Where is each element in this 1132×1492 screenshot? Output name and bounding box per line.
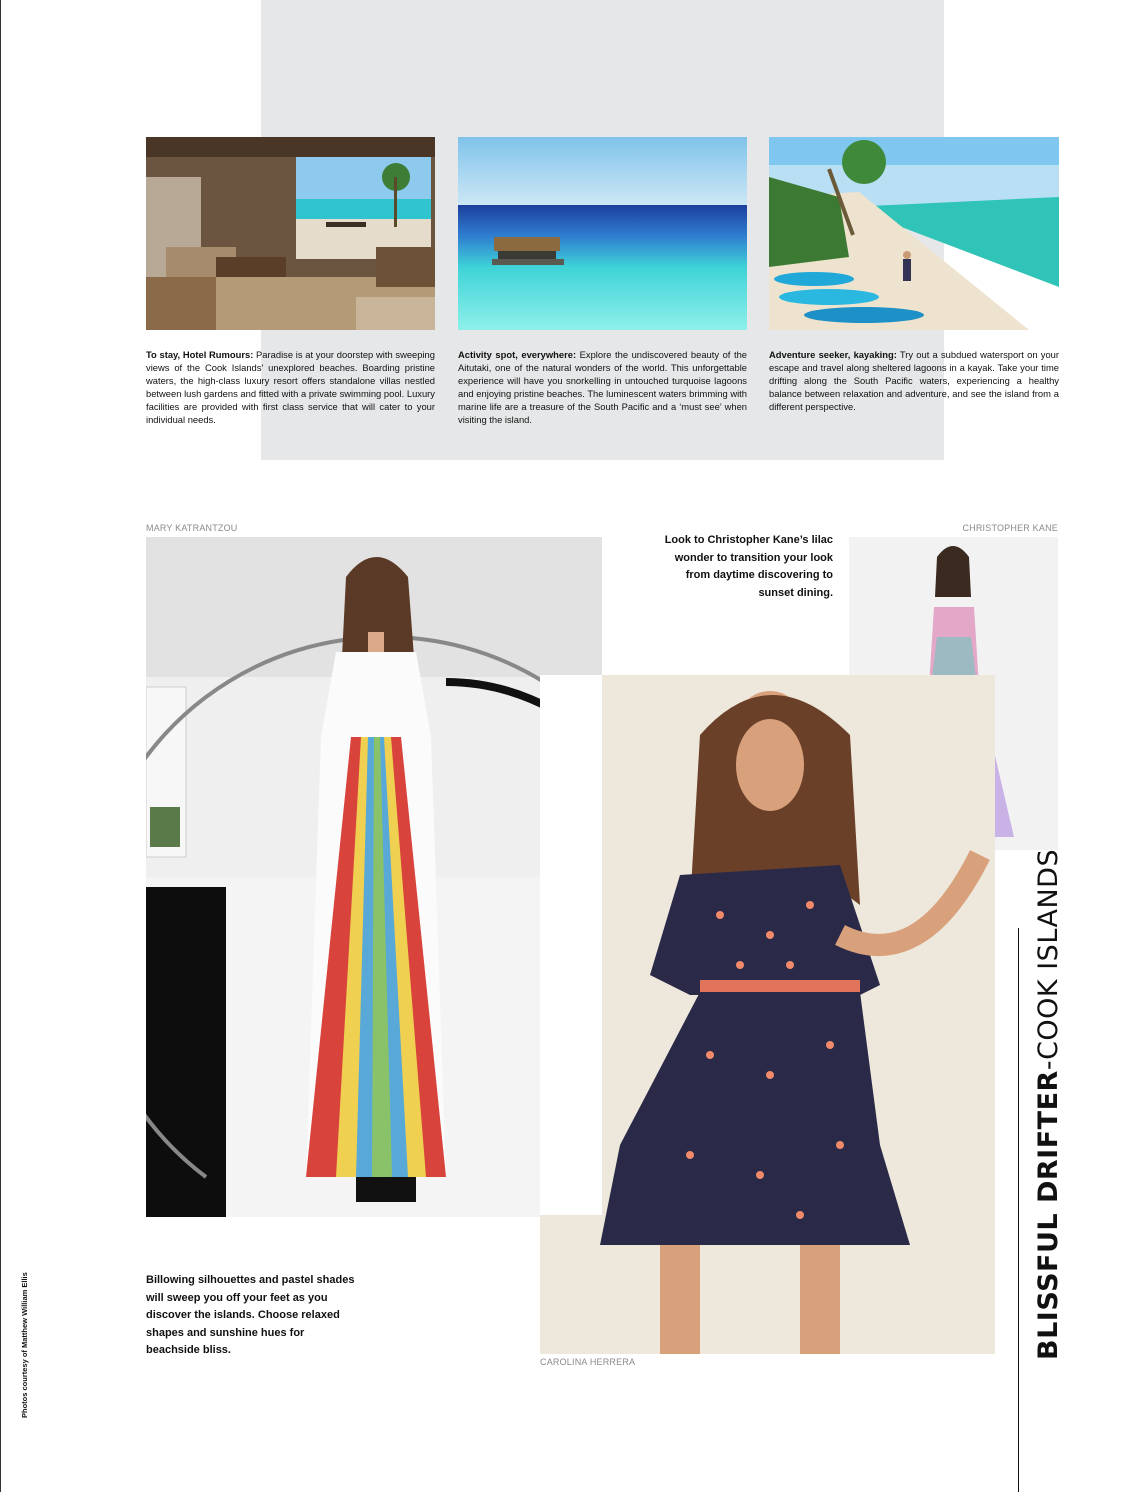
beach-kayaks-photo (769, 137, 1059, 330)
kayaking-caption-heading: Adventure seeker, kayaking: (769, 349, 897, 360)
feature-title-light: COOK ISLANDS (1033, 848, 1064, 1060)
mary-katrantzou-look-photo (146, 537, 602, 1217)
kayaking-caption (769, 348, 1059, 413)
activity-caption (458, 348, 747, 426)
feature-title-bold: BLISSFUL DRIFTER (1033, 1070, 1064, 1360)
hotel-caption-body: Paradise is at your doorstep with sweeping views of the Cook Islands' unexplored beaches. Boarding pristine waters, the high-class luxury resort offers standalone villas nestled between lush gardens and fitted with a private swimming pool. Luxury facilities are provided with first class service that will cater to your individual needs. (146, 349, 435, 425)
hotel-caption (146, 348, 435, 426)
title-rule (1018, 928, 1019, 1492)
feature-title (1032, 849, 1065, 1360)
christopher-kane-quote: Look to Christopher Kane’s lilac wonder to transition your look from daytime discovering to sunset dining. (664, 534, 833, 599)
activity-caption-heading: Activity spot, everywhere: (458, 349, 577, 360)
beachside-bliss-quote: Billowing silhouettes and pastel shades will sweep you off your feet as you discover the islands. Choose relaxed shapes and sunshine hues for beachside bliss. (146, 1274, 355, 1356)
photo-credit: Photos courtesy of Matthew William Ellis (20, 1272, 29, 1418)
kayaking-caption-body: Try out a subdued watersport on your escape and travel along sheltered lagoons in a kayak. Take your time drifting along the South Pacific waters, experiencing a healthy balance between relaxation and adventure, and see the island from a different perspective. (769, 349, 1059, 412)
label-carolina-herrera: CAROLINA HERRERA (540, 1357, 636, 1367)
feature-title-separator: - (1033, 1059, 1064, 1071)
lagoon-boat-photo (458, 137, 747, 330)
label-mary-katrantzou: MARY KATRANTZOU (146, 523, 238, 533)
carolina-herrera-look-photo (540, 675, 995, 1354)
hotel-villa-photo (146, 137, 435, 330)
activity-caption-body: Explore the undiscovered beauty of the Aitutaki, one of the natural wonders of the world. This unforgettable experience will have you snorkelling in untouched turquoise lagoons and enjoying pristine beaches. The luminescent waters brimming with marine life are a treasure of the South Pacific and a ‘must see’ when visiting the island. (458, 349, 747, 425)
left-page-rule (0, 0, 1, 1492)
hotel-caption-heading: To stay, Hotel Rumours: (146, 349, 254, 360)
label-christopher-kane: CHRISTOPHER KANE (962, 523, 1058, 533)
